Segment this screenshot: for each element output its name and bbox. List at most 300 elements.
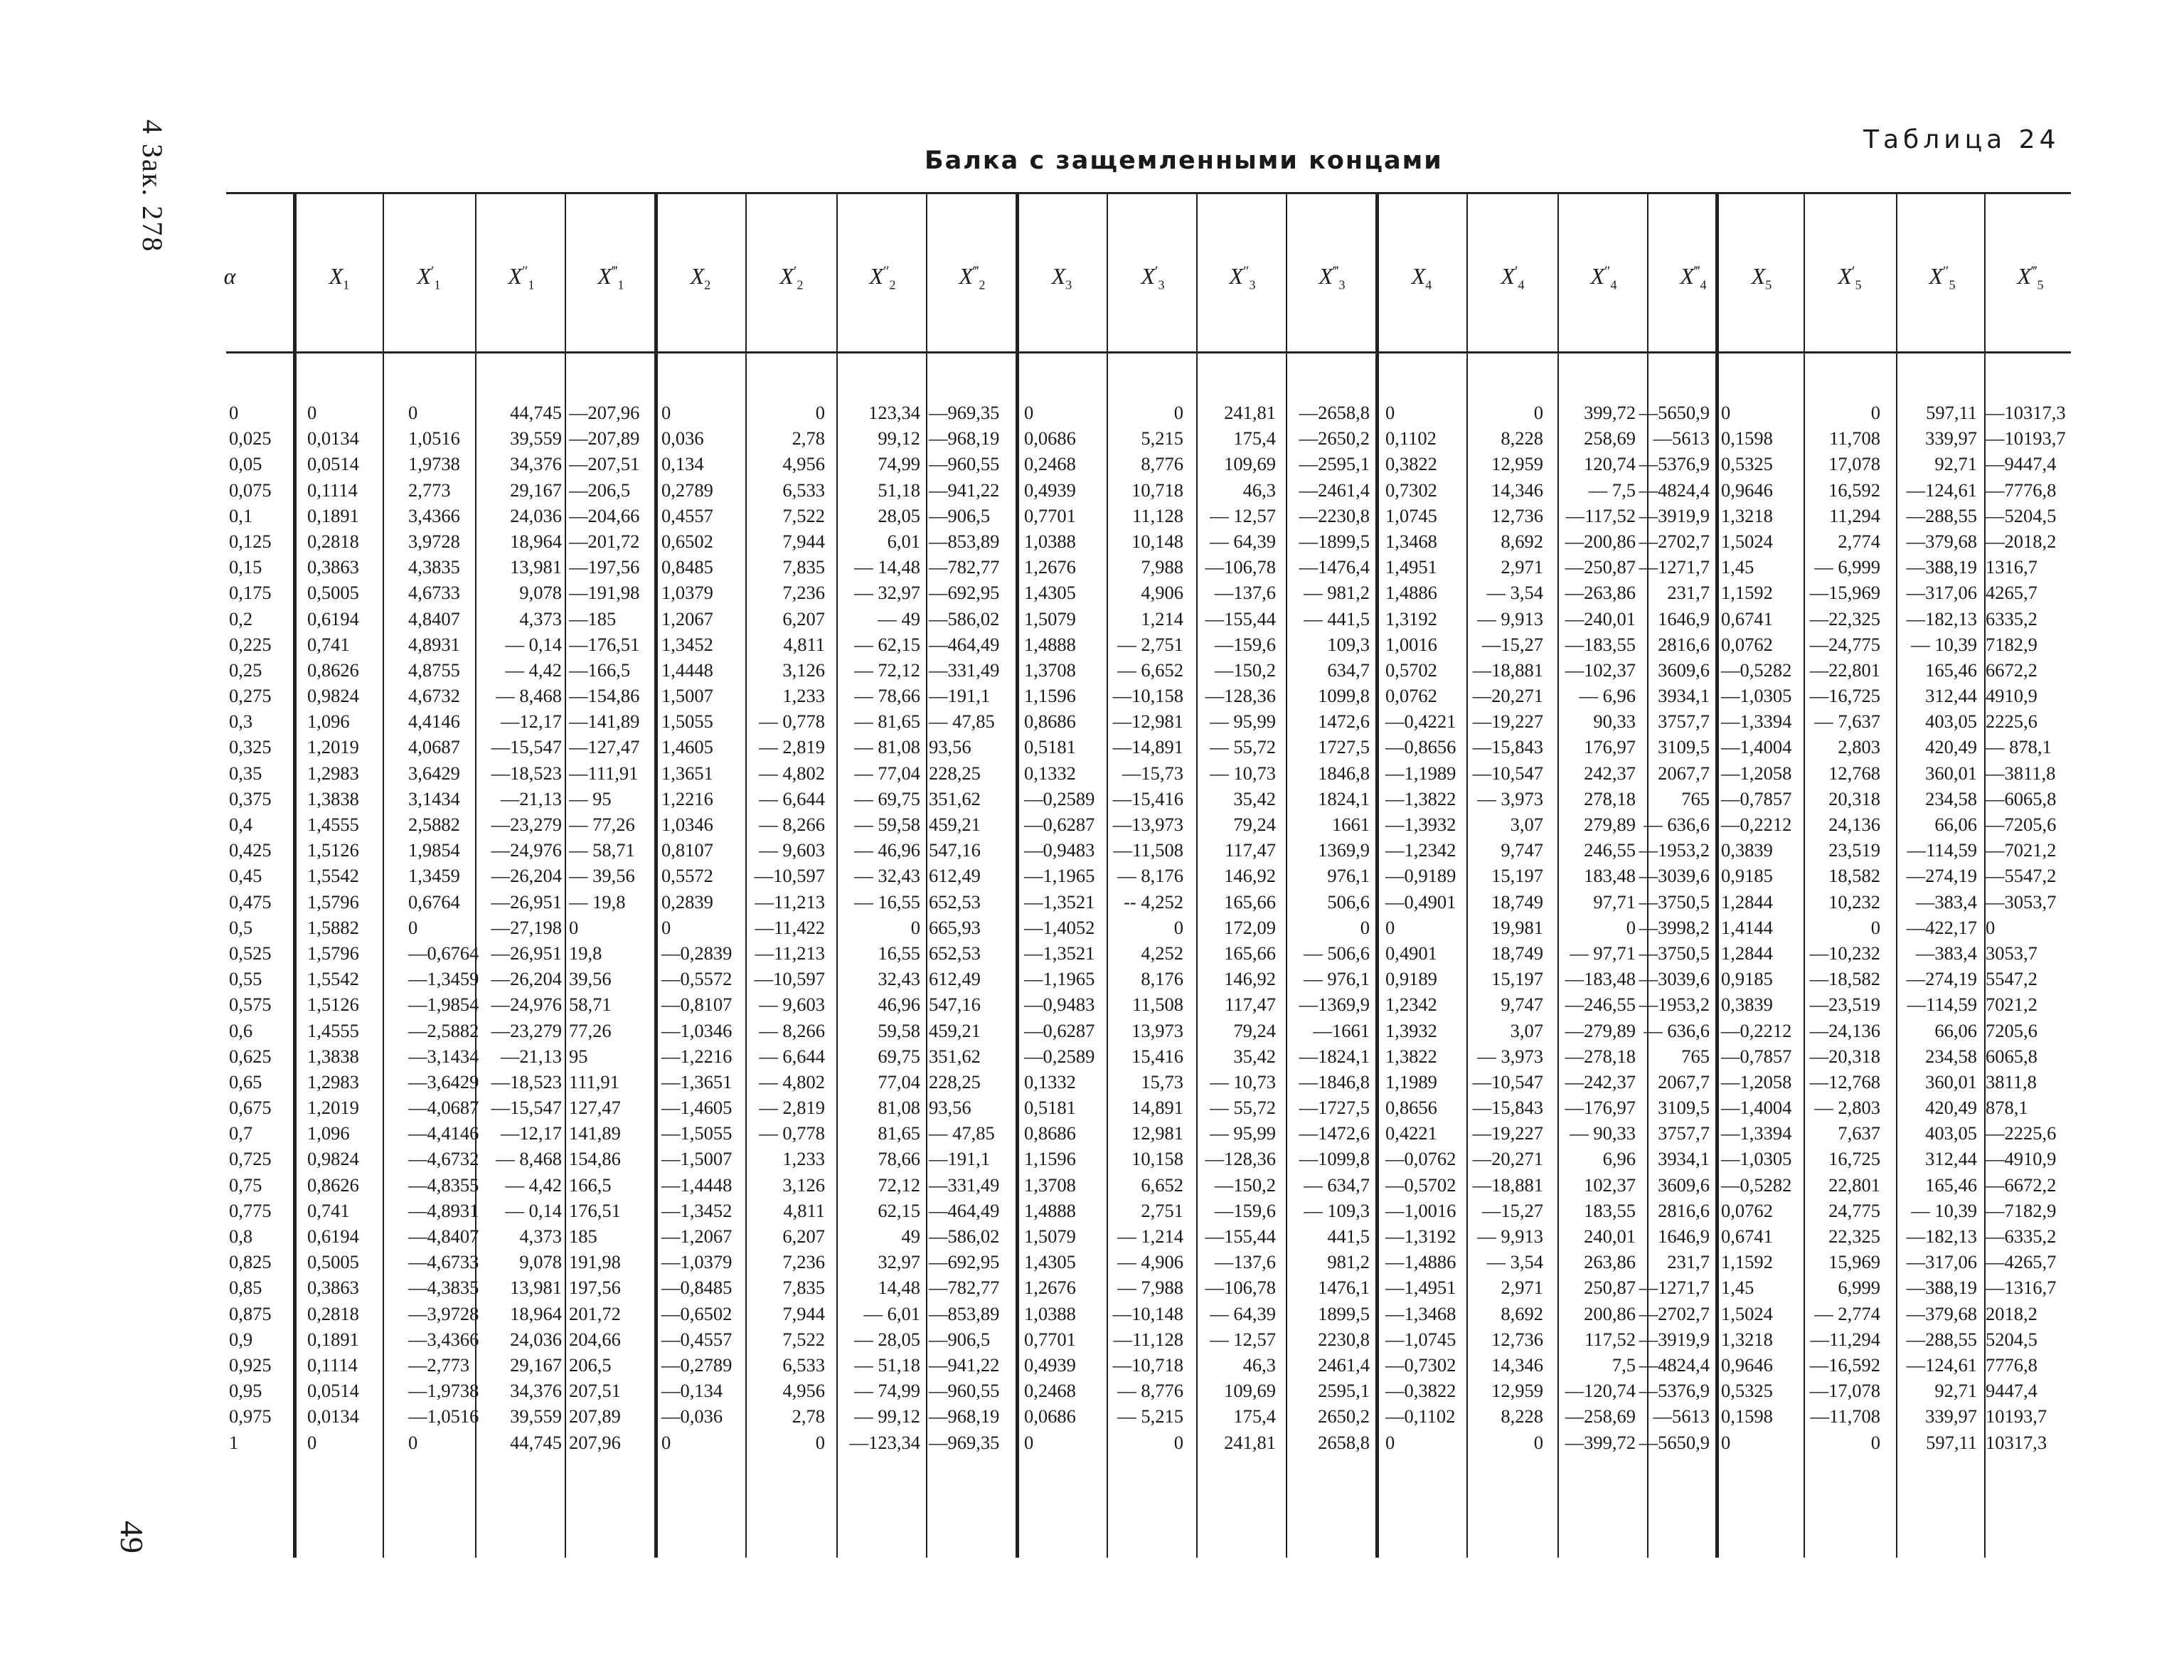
table-cell: 165,66	[1224, 942, 1276, 964]
table-cell: 0,0514	[307, 453, 359, 475]
table-cell: —3998,2	[1639, 916, 1710, 938]
table-cell: —1,5055	[661, 1122, 733, 1144]
table-cell: — 8,468	[496, 1148, 562, 1170]
table-cell: 0	[910, 916, 920, 938]
table-cell: 1,0379	[661, 582, 713, 604]
table-cell: 1,3708	[1024, 659, 1076, 681]
table-cell: 74,99	[878, 453, 920, 475]
table-cell: 612,49	[929, 968, 981, 990]
table-cell: 1646,9	[1658, 607, 1710, 629]
table-cell: — 69,75	[854, 787, 920, 809]
table-cell: 0,741	[307, 1199, 350, 1221]
table-cell: 1,2983	[307, 1070, 359, 1092]
table-cell: —2702,7	[1639, 1302, 1710, 1324]
table-cell: —22,325	[1809, 607, 1880, 629]
table-cell: —2702,7	[1639, 530, 1710, 552]
table-cell: —3811,8	[1986, 762, 2056, 784]
column-x5pp	[1893, 400, 1977, 1455]
table-cell: 4,6733	[408, 582, 460, 604]
table-cell: —5204,5	[1986, 504, 2057, 526]
table-cell: —24,976	[491, 839, 562, 861]
table-cell: —1,1965	[1024, 968, 1095, 990]
table-cell: 19,981	[1491, 916, 1543, 938]
table-cell: 1,4605	[661, 736, 713, 758]
table-cell: —0,4221	[1385, 711, 1456, 733]
table-cell: 258,69	[1584, 427, 1636, 450]
table-cell: —2225,6	[1986, 1122, 2057, 1144]
header-x3p	[1108, 263, 1198, 292]
header-prime: ′	[431, 263, 435, 280]
table-cell: —1,4448	[661, 1174, 733, 1196]
table-cell: 8,692	[1501, 1302, 1543, 1324]
table-cell: 240,01	[1584, 1226, 1636, 1247]
table-cell: — 0,14	[505, 633, 562, 655]
table-cell: 13,973	[1131, 1019, 1183, 1041]
table-cell: —969,35	[929, 1431, 1000, 1453]
table-cell: —379,68	[1906, 1302, 1977, 1324]
table-cell: 176,97	[1584, 736, 1636, 758]
table-cell: 1,5796	[307, 890, 359, 913]
table-cell: —0,5572	[661, 968, 733, 990]
table-cell: 403,05	[1925, 1122, 1977, 1144]
header-index: 3	[1065, 277, 1072, 292]
table-cell: — 19,8	[569, 890, 626, 913]
table-cell: 228,25	[929, 1070, 981, 1092]
header-index: 1	[617, 277, 624, 292]
table-cell: —10,547	[1472, 1070, 1543, 1092]
header-prime: ″	[522, 263, 528, 280]
table-cell: —4,8931	[408, 1199, 479, 1221]
table-cell: —0,036	[661, 1405, 723, 1428]
table-cell: 0,4939	[1024, 1354, 1076, 1376]
table-cell: —185	[569, 607, 617, 629]
table-cell: — 7,637	[1814, 711, 1880, 733]
table-cell: —206,5	[569, 479, 631, 501]
table-cell: —10193,7	[1986, 427, 2066, 450]
table-cell: —11,708	[1810, 1405, 1880, 1428]
table-cell: 183,55	[1584, 1199, 1636, 1221]
table-cell: 278,18	[1584, 787, 1636, 809]
table-cell: 0,3839	[1721, 994, 1773, 1016]
table-cell: 14,48	[878, 1277, 920, 1299]
table-cell: 339,97	[1925, 1405, 1977, 1428]
table-cell: — 95	[569, 787, 612, 809]
table-cell: —9447,4	[1986, 453, 2057, 475]
table-cell: 1,3459	[408, 865, 460, 887]
table-cell: 0	[1533, 402, 1543, 423]
table-cell: 9,747	[1501, 839, 1543, 861]
table-cell: 1,1592	[1721, 582, 1773, 604]
table-cell: —1,3459	[408, 968, 479, 990]
header-symbol: X	[1751, 263, 1766, 289]
table-cell: 1,4305	[1024, 1251, 1076, 1273]
header-bottom-rule	[226, 351, 2071, 353]
table-cell: 3934,1	[1658, 1148, 1710, 1170]
table-cell: 0,525	[229, 942, 272, 964]
table-cell: —183,55	[1565, 633, 1636, 655]
table-cell: 0,1114	[307, 479, 358, 501]
table-cell: —17,078	[1809, 1380, 1880, 1402]
table-cell: —0,6287	[1024, 814, 1095, 835]
table-cell: —383,4	[1915, 942, 1977, 964]
table-cell: 1,5796	[307, 942, 359, 964]
table-cell: —15,547	[491, 736, 562, 758]
table-cell: 8,776	[1141, 453, 1183, 475]
header-symbol: X	[1319, 263, 1333, 289]
table-cell: —16,725	[1809, 685, 1880, 707]
table-cell: 0,6	[229, 1019, 253, 1041]
table-cell: —24,976	[491, 994, 562, 1016]
table-cell: 24,136	[1828, 814, 1880, 835]
column-x2ppp	[929, 400, 999, 1455]
table-cell: 15,197	[1491, 865, 1543, 887]
table-cell: 1,3218	[1721, 504, 1773, 526]
table-cell: 0	[1173, 402, 1183, 423]
table-cell: 1,214	[1141, 607, 1183, 629]
table-cell: 1476,1	[1318, 1277, 1370, 1299]
header-x1pp	[476, 263, 566, 292]
column-x3pp	[1192, 400, 1276, 1455]
table-cell: 399,72	[1584, 402, 1636, 423]
table-cell: 0,9185	[1721, 865, 1773, 887]
table-cell: 6065,8	[1986, 1045, 2037, 1067]
table-cell: —127,47	[569, 736, 640, 758]
table-cell: 506,6	[1327, 890, 1370, 913]
table-cell: —150,2	[1214, 1174, 1276, 1196]
table-cell: 0,6741	[1721, 607, 1773, 629]
table-cell: — 46,96	[854, 839, 920, 861]
table-cell: 1646,9	[1658, 1226, 1710, 1247]
table-cell: 12,959	[1491, 1380, 1543, 1402]
header-index: 1	[434, 277, 441, 292]
table-cell: 279,89	[1584, 814, 1636, 835]
table-cell: 0,1102	[1385, 427, 1437, 450]
table-cell: —106,78	[1205, 556, 1276, 578]
table-cell: 13,981	[510, 1277, 562, 1299]
table-cell: — 2,751	[1117, 633, 1183, 655]
table-cell: — 8,266	[759, 1019, 825, 1041]
table-cell: 1,0516	[408, 427, 460, 450]
table-cell: 1,4886	[1385, 582, 1437, 604]
table-cell: 0,3	[229, 711, 253, 733]
table-cell: —317,06	[1906, 582, 1977, 604]
table-cell: 18,749	[1491, 890, 1543, 913]
table-cell: 1,3708	[1024, 1174, 1076, 1196]
table-cell: — 77,04	[854, 762, 920, 784]
table-cell: — 878,1	[1986, 736, 2052, 758]
table-cell: 35,42	[1233, 787, 1276, 809]
table-cell: —1,0016	[1385, 1199, 1456, 1221]
table-cell: —0,8485	[661, 1277, 733, 1299]
header-index: 4	[1610, 277, 1617, 292]
table-cell: —1271,7	[1639, 556, 1710, 578]
column-x1	[307, 400, 359, 1455]
table-cell: 1,2019	[307, 1097, 359, 1119]
table-cell: 0,875	[229, 1302, 272, 1324]
table-cell: —10,597	[754, 968, 825, 990]
header-prime: ′	[1155, 263, 1158, 280]
header-x3ppp	[1287, 263, 1377, 292]
table-cell: —0,6502	[661, 1302, 733, 1324]
table-cell: 0,225	[229, 633, 272, 655]
table-cell: 1,2676	[1024, 556, 1076, 578]
table-cell: — 47,85	[929, 1122, 995, 1144]
table-cell: —4265,7	[1986, 1251, 2057, 1273]
table-cell: 92,71	[1934, 453, 1977, 475]
table-cell: 878,1	[1986, 1097, 2028, 1119]
table-cell: 0,1598	[1721, 1405, 1773, 1428]
table-cell: 241,81	[1224, 402, 1276, 423]
table-cell: —102,37	[1565, 659, 1636, 681]
table-cell: —782,77	[929, 556, 1000, 578]
table-cell: —18,582	[1809, 968, 1880, 990]
table-cell: —1369,9	[1299, 994, 1370, 1016]
table-cell: 4,6732	[408, 685, 460, 707]
table-cell: — 39,56	[569, 865, 635, 887]
table-cell: 16,592	[1828, 479, 1880, 501]
column-x3	[1024, 400, 1094, 1455]
table-cell: — 59,58	[854, 814, 920, 835]
table-cell: 3,126	[782, 659, 825, 681]
table-cell: 459,21	[929, 814, 981, 835]
column-x4p	[1459, 400, 1543, 1455]
table-cell: 0,6502	[661, 530, 713, 552]
table-cell: 441,5	[1327, 1226, 1370, 1247]
header-symbol: X	[1838, 263, 1853, 289]
table-cell: 3,6429	[408, 762, 460, 784]
table-cell: 0,3863	[307, 556, 359, 578]
table-cell: 0,075	[229, 479, 272, 501]
table-cell: 0,5325	[1721, 1380, 1773, 1402]
table-cell: 597,11	[1926, 402, 1977, 423]
table-cell: 22,801	[1828, 1174, 1880, 1196]
table-cell: 8,692	[1501, 530, 1543, 552]
table-cell: 0,4901	[1385, 942, 1437, 964]
table-cell: 3053,7	[1986, 942, 2037, 964]
table-cell: —24,775	[1809, 633, 1880, 655]
table-cell: —258,69	[1565, 1405, 1636, 1428]
table-cell: 2,78	[792, 1405, 825, 1428]
table-cell: —2461,4	[1299, 479, 1370, 501]
table-cell: —692,95	[929, 1251, 1000, 1273]
header-prime: ‴	[2031, 263, 2037, 280]
table-cell: 234,58	[1925, 787, 1977, 809]
table-label: Таблица 24	[1863, 125, 2060, 154]
table-cell: — 8,266	[759, 814, 825, 835]
table-cell: 77,04	[878, 1070, 920, 1092]
table-cell: — 2,819	[759, 736, 825, 758]
table-cell: 7,944	[782, 1302, 825, 1324]
table-cell: —15,843	[1472, 736, 1543, 758]
table-cell: 634,7	[1327, 659, 1370, 681]
table-cell: 109,69	[1224, 453, 1276, 475]
table-cell: 1,4555	[307, 1019, 359, 1041]
table-cell: 1316,7	[1986, 556, 2037, 578]
table-cell: 765	[1681, 1045, 1710, 1067]
table-cell: 2658,8	[1318, 1431, 1370, 1453]
table-cell: —4,8355	[408, 1174, 479, 1196]
table-cell: —586,02	[929, 607, 1000, 629]
table-cell: 81,08	[878, 1097, 920, 1119]
table-cell: 0,475	[229, 890, 272, 913]
table-cell: —2650,2	[1299, 427, 1370, 450]
column-x4pp	[1552, 400, 1636, 1455]
table-cell: —5547,2	[1986, 865, 2057, 887]
table-cell: 0,2468	[1024, 453, 1076, 475]
table-cell: 7776,8	[1986, 1354, 2037, 1376]
table-cell: 0,1891	[307, 504, 359, 526]
table-cell: —5650,9	[1639, 402, 1710, 423]
header-prime: ″	[1943, 263, 1949, 280]
header-x2pp	[838, 263, 927, 292]
table-cell: 2,5882	[408, 814, 460, 835]
table-cell: —2,773	[408, 1354, 470, 1376]
table-cell: 1824,1	[1318, 787, 1370, 809]
table-cell: —4824,4	[1639, 479, 1710, 501]
table-cell: —0,6764	[408, 942, 479, 964]
table-cell: —1,3192	[1385, 1226, 1456, 1247]
table-cell: 109,69	[1224, 1380, 1276, 1402]
table-cell: 29,167	[510, 1354, 562, 1376]
table-cell: 1,4555	[307, 814, 359, 835]
table-cell: 7,637	[1838, 1122, 1880, 1144]
table-cell: — 2,803	[1814, 1097, 1880, 1119]
table-cell: 1,5542	[307, 865, 359, 887]
table-cell: 0,0686	[1024, 427, 1076, 450]
table-cell: 1,1989	[1385, 1070, 1437, 1092]
header-prime: ‴	[1333, 263, 1339, 280]
column-x1p	[408, 400, 479, 1455]
table-cell: 3,126	[782, 1174, 825, 1196]
header-index: 3	[1158, 277, 1165, 292]
header-x2	[656, 263, 745, 292]
table-cell: 2816,6	[1658, 1199, 1710, 1221]
table-cell: 0,425	[229, 839, 272, 861]
table-cell: — 0,14	[505, 1199, 562, 1221]
table-cell: — 506,6	[1304, 942, 1370, 964]
table-cell: 8,176	[1141, 968, 1183, 990]
table-cell: 102,37	[1584, 1174, 1636, 1196]
table-cell: 123,34	[868, 402, 920, 423]
table-cell: 3757,7	[1658, 1122, 1710, 1144]
table-cell: 24,036	[510, 1328, 562, 1350]
table-cell: 0,8686	[1024, 1122, 1076, 1144]
table-cell: 7,988	[1141, 556, 1183, 578]
table-cell: —288,55	[1906, 1328, 1977, 1350]
table-cell: —18,523	[491, 1070, 562, 1092]
table-cell: 51,18	[878, 479, 920, 501]
table-cell: 1,2844	[1721, 890, 1773, 913]
table-cell: 547,16	[929, 839, 981, 861]
table-cell: 0,5702	[1385, 659, 1437, 681]
table-cell: 420,49	[1925, 736, 1977, 758]
table-cell: 201,72	[569, 1302, 621, 1324]
table-cell: —1,3394	[1721, 711, 1792, 733]
table-cell: 18,582	[1828, 865, 1880, 887]
table-cell: —1,3822	[1385, 787, 1456, 809]
header-prime: ‴	[1694, 263, 1700, 280]
table-cell: 1,5007	[661, 685, 713, 707]
table-cell: 10,158	[1131, 1148, 1183, 1170]
table-cell: 117,47	[1225, 994, 1276, 1016]
table-cell: —18,881	[1472, 659, 1543, 681]
table-cell: 95	[569, 1045, 588, 1067]
table-cell: 90,33	[1593, 711, 1636, 733]
table-cell: —12,768	[1809, 1070, 1880, 1092]
header-symbol: X	[869, 263, 884, 289]
header-index: 5	[1949, 277, 1956, 292]
table-cell: —263,86	[1565, 582, 1636, 604]
table-cell: 1,3192	[1385, 607, 1437, 629]
table-cell: —941,22	[929, 479, 1000, 501]
table-cell: 1,4951	[1385, 556, 1437, 578]
table-cell: —1,9738	[408, 1380, 479, 1402]
table-cell: —0,4557	[661, 1328, 733, 1350]
header-symbol: X	[1411, 263, 1426, 289]
header-prime: ″	[1243, 263, 1250, 280]
table-cell: —26,204	[491, 865, 562, 887]
table-cell: 146,92	[1224, 865, 1276, 887]
table-cell: 79,24	[1233, 1019, 1276, 1041]
table-cell: 0,8686	[1024, 711, 1076, 733]
table-cell: —383,4	[1915, 890, 1977, 913]
table-cell: 0	[1385, 916, 1395, 938]
table-cell: —21,13	[500, 787, 562, 809]
table-cell: 93,56	[929, 1097, 971, 1119]
table-cell: —1,5007	[661, 1148, 733, 1170]
column-divider	[1375, 193, 1379, 1558]
table-cell: — 51,18	[854, 1354, 920, 1376]
table-cell: 99,12	[878, 427, 920, 450]
table-cell: —176,51	[569, 633, 640, 655]
page-number: 49	[114, 1521, 150, 1553]
table-cell: 1,2019	[307, 736, 359, 758]
table-cell: —15,547	[491, 1097, 562, 1119]
table-cell: —1953,2	[1639, 994, 1710, 1016]
column-divider	[293, 193, 297, 1558]
table-cell: 206,5	[569, 1354, 612, 1376]
header-x1	[294, 263, 384, 292]
table-cell: 2650,2	[1318, 1405, 1370, 1428]
table-cell: 0,1598	[1721, 427, 1773, 450]
table-cell: 15,73	[1141, 1070, 1183, 1092]
table-cell: 3811,8	[1986, 1070, 2037, 1092]
table-cell: 0,75	[229, 1174, 262, 1196]
table-cell: —4,0687	[408, 1097, 479, 1119]
table-cell: 1,3838	[307, 1045, 359, 1067]
table-cell: 0,9824	[307, 685, 359, 707]
table-cell: 28,05	[878, 504, 920, 526]
table-cell: —4,6732	[408, 1148, 479, 1170]
table-cell: 0	[1385, 1431, 1395, 1453]
table-cell: 2230,8	[1318, 1328, 1370, 1350]
table-cell: —1,0305	[1721, 685, 1792, 707]
table-cell: 4,956	[782, 453, 825, 475]
table-cell: —1727,5	[1299, 1097, 1370, 1119]
table-cell: 2816,6	[1658, 633, 1710, 655]
table-cell: 1,45	[1721, 556, 1754, 578]
table-cell: —10,148	[1112, 1302, 1183, 1324]
table-cell: 0	[307, 1431, 317, 1453]
table-cell: —150,2	[1214, 659, 1276, 681]
table-cell: 11,708	[1829, 427, 1880, 450]
table-cell: 0,4557	[661, 504, 713, 526]
table-cell: 1,2983	[307, 762, 359, 784]
table-cell: 0,9	[229, 1328, 253, 1350]
table-cell: 11,128	[1132, 504, 1183, 526]
table-cell: 0,8107	[661, 839, 713, 861]
table-cell: — 77,26	[569, 814, 635, 835]
